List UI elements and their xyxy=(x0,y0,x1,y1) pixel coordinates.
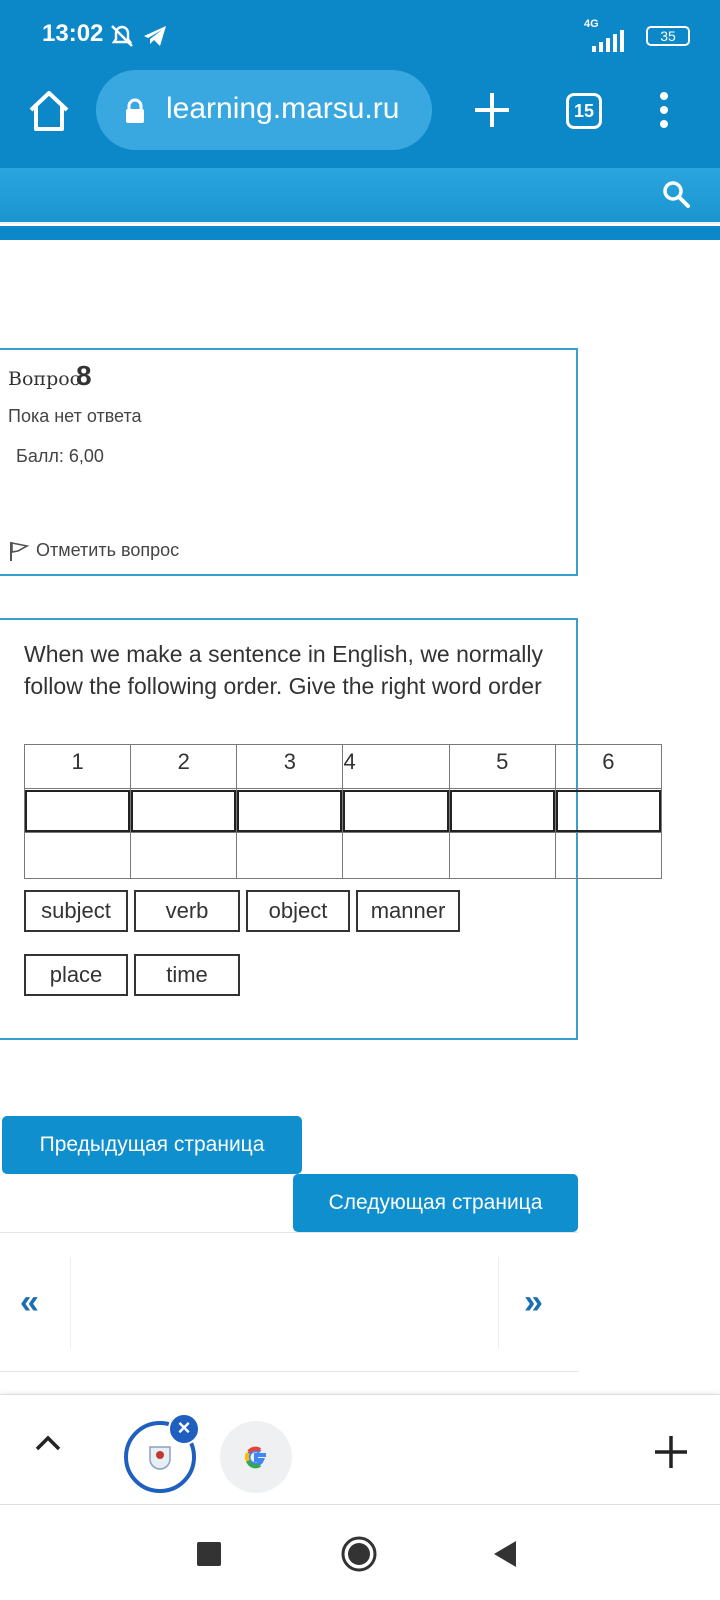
address-bar[interactable] xyxy=(96,70,432,150)
status-icons xyxy=(110,22,170,50)
signal-icon xyxy=(582,30,624,52)
pager-prev-link[interactable]: « xyxy=(20,1283,39,1321)
question-info-panel xyxy=(0,348,578,576)
pager xyxy=(0,1232,578,1372)
status-right xyxy=(580,18,690,54)
recents-icon[interactable] xyxy=(196,1541,222,1567)
choice-object[interactable]: object xyxy=(246,890,350,932)
drop-zone-1[interactable] xyxy=(25,790,130,832)
new-tab-icon[interactable] xyxy=(472,90,512,130)
question-text: When we make a sentence in English, we normally follow the following order. Give the right word order xyxy=(24,641,544,699)
telegram-icon xyxy=(144,26,166,46)
tab-group-bar xyxy=(0,1394,720,1504)
column-header: 2 xyxy=(131,745,237,789)
next-page-button[interactable]: Следующая страница xyxy=(293,1174,578,1232)
drop-zone-3[interactable] xyxy=(237,790,342,832)
chevron-up-icon[interactable] xyxy=(32,1427,64,1459)
back-icon[interactable] xyxy=(492,1539,518,1569)
column-header: 6 xyxy=(555,745,661,789)
pager-divider xyxy=(498,1257,499,1349)
status-time: 13:02 xyxy=(42,20,104,47)
table-cell xyxy=(25,833,131,879)
word-order-table xyxy=(24,744,662,879)
google-tab-thumbnail[interactable] xyxy=(220,1421,292,1493)
drop-zone-4[interactable] xyxy=(343,790,448,832)
google-icon xyxy=(220,1421,292,1493)
table-cell xyxy=(131,833,237,879)
column-header: 3 xyxy=(237,745,343,789)
table-cell xyxy=(343,833,449,879)
column-header: 4 xyxy=(343,745,449,789)
system-navigation-bar xyxy=(0,1504,720,1600)
pager-divider xyxy=(70,1257,71,1349)
choice-manner[interactable]: manner xyxy=(356,890,460,932)
home-icon[interactable] xyxy=(26,88,72,134)
network-label: 4G xyxy=(584,18,599,30)
flag-icon[interactable] xyxy=(8,540,30,562)
navbar-underline xyxy=(0,226,720,240)
column-header: 1 xyxy=(25,745,131,789)
site-navbar xyxy=(0,168,720,224)
choice-time[interactable]: time xyxy=(134,954,240,996)
drop-zone-5[interactable] xyxy=(450,790,555,832)
browser-toolbar xyxy=(0,0,720,168)
pager-next-link[interactable]: » xyxy=(524,1283,543,1321)
question-label: Вопрос xyxy=(8,368,81,390)
search-icon[interactable] xyxy=(660,178,692,210)
table-cell xyxy=(555,833,661,879)
choice-verb[interactable]: verb xyxy=(134,890,240,932)
add-tab-icon[interactable] xyxy=(652,1433,690,1471)
previous-page-button[interactable]: Предыдущая страница xyxy=(2,1116,302,1174)
close-tab-icon[interactable]: × xyxy=(168,1413,200,1445)
question-number: 8 xyxy=(76,360,92,391)
answer-status: Пока нет ответа xyxy=(8,406,142,426)
bell-muted-icon xyxy=(112,26,132,46)
question-grade: Балл: 6,00 xyxy=(16,446,104,466)
flag-question-link[interactable]: Отметить вопрос xyxy=(36,540,180,560)
drop-zone-6[interactable] xyxy=(556,790,661,832)
table-cell xyxy=(449,833,555,879)
table-cell xyxy=(237,833,343,879)
choice-subject[interactable]: subject xyxy=(24,890,128,932)
lock-icon xyxy=(124,98,146,124)
drop-zone-2[interactable] xyxy=(131,790,236,832)
url-text: learning.marsu.ru xyxy=(166,92,400,125)
battery-icon: 35 xyxy=(646,26,690,46)
home-system-icon[interactable] xyxy=(340,1535,378,1573)
choice-place[interactable]: place xyxy=(24,954,128,996)
more-menu-icon[interactable] xyxy=(654,90,674,130)
tab-switcher-button[interactable]: 15 xyxy=(566,93,602,129)
column-header: 5 xyxy=(449,745,555,789)
